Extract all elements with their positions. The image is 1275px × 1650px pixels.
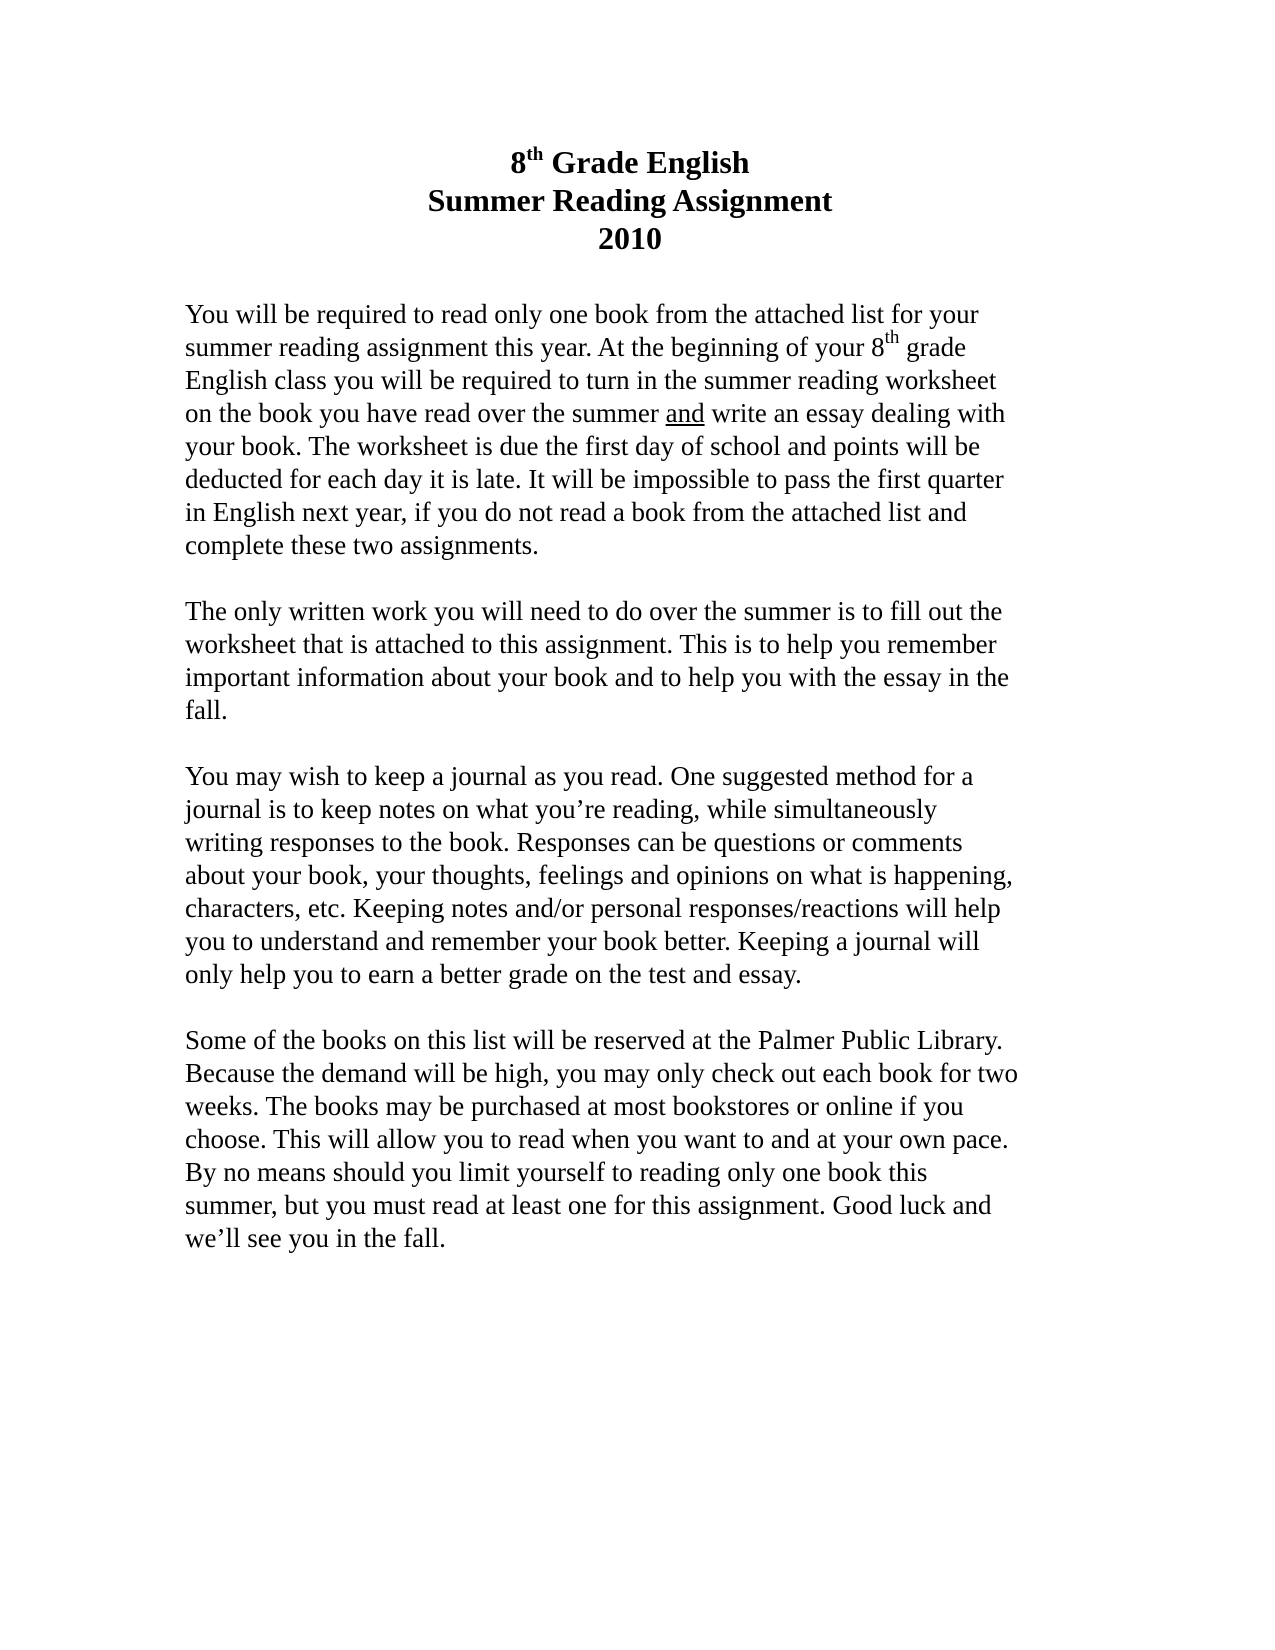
text-line: You may wish to keep a journal as you read. One suggested method for a bbox=[185, 761, 974, 791]
document-body bbox=[185, 298, 1085, 1288]
text-line bbox=[185, 397, 1085, 430]
paragraph-library bbox=[185, 1024, 1085, 1255]
text-line: your book. The worksheet is due the first day of school and points will be bbox=[185, 431, 981, 461]
text-line: you to understand and remember your book better. Keeping a journal will bbox=[185, 926, 980, 956]
document-header bbox=[0, 143, 1260, 257]
text-line: journal is to keep notes on what you’re reading, while simultaneously bbox=[185, 794, 938, 824]
text-segment: grade bbox=[899, 332, 967, 362]
text-line: in English next year, if you do not read a book from the attached list and bbox=[185, 497, 967, 527]
text-line: important information about your book and to help you with the essay in the bbox=[185, 662, 1010, 692]
text-segment: on the book you have read over the summer bbox=[185, 398, 666, 428]
ordinal-suffix: th bbox=[884, 327, 900, 348]
text-line: about your book, your thoughts, feelings and opinions on what is happening, bbox=[185, 860, 1013, 890]
text-line: only help you to earn a better grade on the test and essay. bbox=[185, 959, 802, 989]
grade-title-text: Grade English bbox=[543, 144, 750, 180]
text-line: By no means should you limit yourself to reading only one book this bbox=[185, 1157, 928, 1187]
text-line: English class you will be required to turn in the summer reading worksheet bbox=[185, 365, 997, 395]
text-line: we’ll see you in the fall. bbox=[185, 1223, 446, 1253]
grade-ordinal-suffix: th bbox=[526, 144, 544, 165]
text-line: characters, etc. Keeping notes and/or personal responses/reactions will help bbox=[185, 893, 1001, 923]
text-line: Some of the books on this list will be reserved at the Palmer Public Library. bbox=[185, 1025, 1003, 1055]
text-line: worksheet that is attached to this assignment. This is to help you remember bbox=[185, 629, 997, 659]
text-line: writing responses to the book. Responses can be questions or comments bbox=[185, 827, 963, 857]
page-title bbox=[0, 143, 1260, 181]
grade-number: 8 bbox=[510, 144, 527, 180]
text-line: deducted for each day it is late. It will be impossible to pass the first quarter bbox=[185, 464, 1004, 494]
text-line: Because the demand will be high, you may only check out each book for two bbox=[185, 1058, 1019, 1088]
page-subtitle: Summer Reading Assignment bbox=[427, 182, 833, 218]
paragraph-journal bbox=[185, 760, 1085, 991]
text-segment: write an essay dealing with bbox=[704, 398, 1006, 428]
underlined-word: and bbox=[665, 398, 705, 428]
text-line: You will be required to read only one book from the attached list for your bbox=[185, 299, 979, 329]
text-segment: summer reading assignment this year. At the beginning of your 8 bbox=[185, 332, 885, 362]
text-line bbox=[185, 327, 1085, 364]
text-line: The only written work you will need to do over the summer is to fill out the bbox=[185, 596, 1003, 626]
text-line: choose. This will allow you to read when you want to and at your own pace. bbox=[185, 1124, 1009, 1154]
text-line: complete these two assignments. bbox=[185, 530, 539, 560]
text-line: weeks. The books may be purchased at most bookstores or online if you bbox=[185, 1091, 964, 1121]
text-line: fall. bbox=[185, 695, 228, 725]
page-year: 2010 bbox=[598, 220, 662, 256]
text-line: summer, but you must read at least one for this assignment. Good luck and bbox=[185, 1190, 992, 1220]
paragraph-requirements bbox=[185, 298, 1085, 562]
paragraph-worksheet bbox=[185, 595, 1085, 727]
